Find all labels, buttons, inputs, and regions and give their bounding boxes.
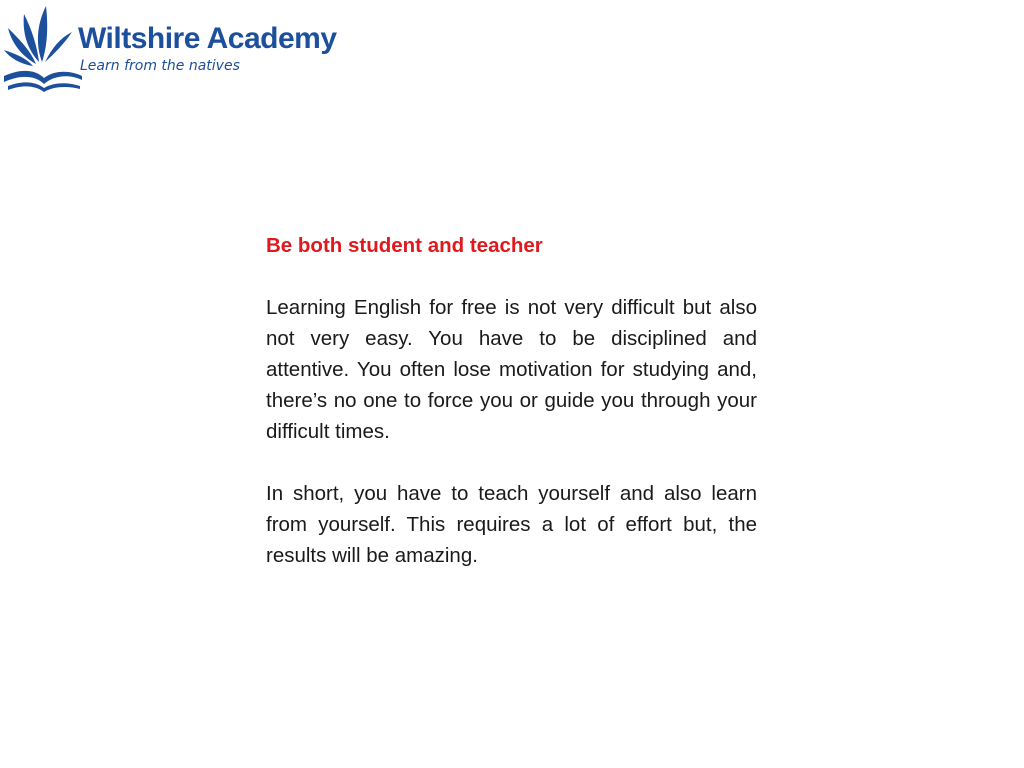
article [266, 230, 757, 571]
academy-logo [2, 2, 362, 94]
article-heading: Be both student and teacher [266, 234, 543, 257]
book-leaves-logo-icon [2, 2, 82, 94]
logo-tagline: Learn from the natives [80, 58, 240, 74]
article-paragraph-2: In short, you have to teach yourself and also learn from yourself. This requires a lot of effort but, the results will be amazing. [266, 482, 757, 567]
logo-name: Wiltshire Academy [78, 22, 337, 55]
article-paragraph-1: Learning English for free is not very difficult but also not very easy. You have to be disciplined and attentive. You often lose motivation for studying and, there’s no one to force you or guide you through your difficult times. [266, 296, 757, 443]
